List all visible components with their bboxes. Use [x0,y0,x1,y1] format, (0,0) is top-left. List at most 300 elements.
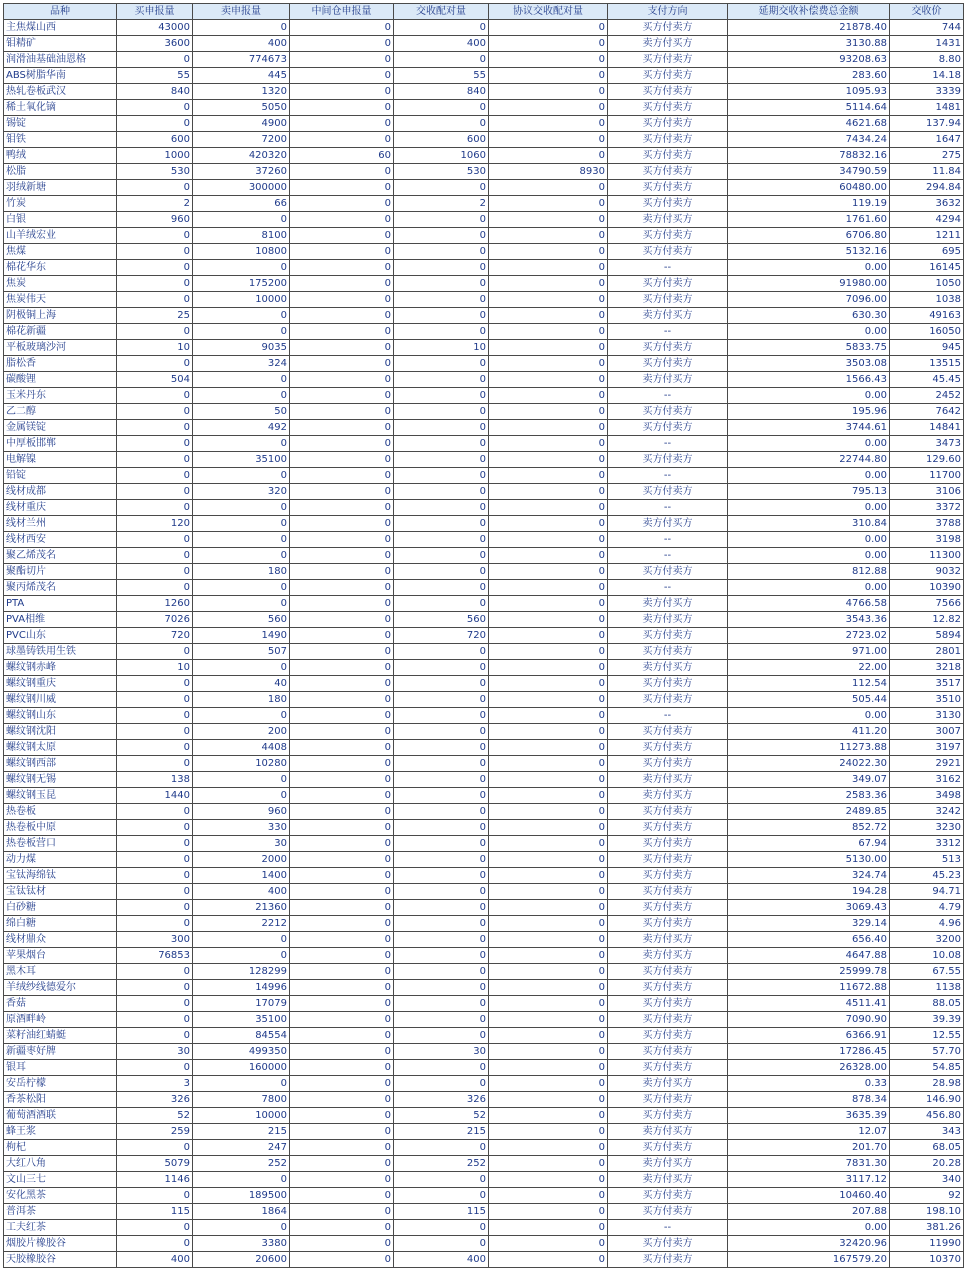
settlement-price-cell: 3242 [890,804,964,820]
intermediate-volume-cell: 0 [290,388,394,404]
sell-volume-cell: 492 [193,420,290,436]
agreement-matched-cell: 8930 [489,164,608,180]
table-row [4,868,964,884]
table-row [4,948,964,964]
settlement-price-cell: 1211 [890,228,964,244]
sell-volume-cell: 84554 [193,1028,290,1044]
table-row [4,852,964,868]
product-cell: 蜂王浆 [4,1124,117,1140]
intermediate-volume-cell: 0 [290,1220,394,1236]
table-header-row [4,4,964,20]
settlement-price-cell: 10390 [890,580,964,596]
table-row [4,388,964,404]
matched-volume-cell: 0 [394,644,489,660]
intermediate-volume-cell: 0 [290,564,394,580]
compensation-total-cell: 1095.93 [728,84,890,100]
sell-volume-cell: 200 [193,724,290,740]
sell-volume-cell: 0 [193,212,290,228]
matched-volume-cell: 252 [394,1156,489,1172]
intermediate-volume-cell: 0 [290,708,394,724]
compensation-total-cell: 17286.45 [728,1044,890,1060]
payment-direction-cell: 卖方付买方 [608,212,728,228]
compensation-total-cell: 6706.80 [728,228,890,244]
sell-volume-cell: 180 [193,564,290,580]
settlement-price-cell: 16145 [890,260,964,276]
payment-direction-cell: 买方付卖方 [608,564,728,580]
compensation-total-cell: 505.44 [728,692,890,708]
product-cell: 线材兰州 [4,516,117,532]
intermediate-volume-cell: 0 [290,84,394,100]
product-cell: 金属镁锭 [4,420,117,436]
buy-volume-cell: 1000 [117,148,193,164]
intermediate-volume-cell: 0 [290,1108,394,1124]
buy-volume-cell: 52 [117,1108,193,1124]
product-cell: 阴极铜上海 [4,308,117,324]
sell-volume-cell: 0 [193,324,290,340]
payment-direction-cell: -- [608,500,728,516]
settlement-price-cell: 68.05 [890,1140,964,1156]
intermediate-volume-cell: 0 [290,212,394,228]
agreement-matched-cell: 0 [489,532,608,548]
product-cell: 电解镍 [4,452,117,468]
product-cell: 螺纹钢重庆 [4,676,117,692]
payment-direction-cell: 买方付卖方 [608,132,728,148]
buy-volume-cell: 0 [117,388,193,404]
product-cell: 螺纹钢西部 [4,756,117,772]
table-row [4,516,964,532]
compensation-total-cell: 971.00 [728,644,890,660]
buy-volume-cell: 0 [117,692,193,708]
compensation-total-cell: 0.00 [728,708,890,724]
agreement-matched-cell: 0 [489,740,608,756]
sell-volume-cell: 1864 [193,1204,290,1220]
agreement-matched-cell: 0 [489,308,608,324]
buy-volume-cell: 0 [117,740,193,756]
agreement-matched-cell: 0 [489,404,608,420]
agreement-matched-cell: 0 [489,180,608,196]
buy-volume-cell: 3 [117,1076,193,1092]
buy-volume-cell: 1440 [117,788,193,804]
settlement-price-cell: 294.84 [890,180,964,196]
product-cell: 聚酯切片 [4,564,117,580]
intermediate-volume-cell: 0 [290,100,394,116]
agreement-matched-cell: 0 [489,772,608,788]
payment-direction-cell: 卖方付买方 [608,932,728,948]
buy-volume-cell: 0 [117,852,193,868]
sell-volume-cell: 0 [193,708,290,724]
product-cell: 烟胶片橡胶谷 [4,1236,117,1252]
matched-volume-cell: 10 [394,340,489,356]
col-header-sell-volume: 卖申报量 [193,4,290,20]
compensation-total-cell: 7090.90 [728,1012,890,1028]
table-row [4,740,964,756]
agreement-matched-cell: 0 [489,1076,608,1092]
table-row [4,20,964,36]
matched-volume-cell: 0 [394,116,489,132]
buy-volume-cell: 10 [117,660,193,676]
table-row [4,1044,964,1060]
product-cell: 聚乙烯茂名 [4,548,117,564]
settlement-price-cell: 10370 [890,1252,964,1268]
matched-volume-cell: 0 [394,404,489,420]
buy-volume-cell: 600 [117,132,193,148]
product-cell: 线材鼎众 [4,932,117,948]
settlement-price-cell: 137.94 [890,116,964,132]
product-cell: 宝钛海绵钛 [4,868,117,884]
sell-volume-cell: 0 [193,436,290,452]
payment-direction-cell: 买方付卖方 [608,852,728,868]
settlement-price-cell: 340 [890,1172,964,1188]
matched-volume-cell: 215 [394,1124,489,1140]
product-cell: 线材成都 [4,484,117,500]
product-cell: 线材西安 [4,532,117,548]
matched-volume-cell: 1060 [394,148,489,164]
agreement-matched-cell: 0 [489,132,608,148]
settlement-price-cell: 2452 [890,388,964,404]
product-cell: 铅锭 [4,468,117,484]
sell-volume-cell: 400 [193,36,290,52]
table-row [4,1252,964,1268]
matched-volume-cell: 0 [394,500,489,516]
payment-direction-cell: -- [608,324,728,340]
payment-direction-cell: -- [608,388,728,404]
buy-volume-cell: 840 [117,84,193,100]
settlement-price-cell: 3498 [890,788,964,804]
buy-volume-cell: 0 [117,1236,193,1252]
payment-direction-cell: 卖方付买方 [608,516,728,532]
intermediate-volume-cell: 0 [290,1236,394,1252]
settlement-price-cell: 4294 [890,212,964,228]
compensation-total-cell: 1566.43 [728,372,890,388]
intermediate-volume-cell: 0 [290,1060,394,1076]
product-cell: 绵白糖 [4,916,117,932]
matched-volume-cell: 0 [394,244,489,260]
settlement-price-cell: 11700 [890,468,964,484]
matched-volume-cell: 0 [394,20,489,36]
product-cell: 焦煤 [4,244,117,260]
buy-volume-cell: 0 [117,532,193,548]
product-cell: 热卷板 [4,804,117,820]
buy-volume-cell: 0 [117,420,193,436]
intermediate-volume-cell: 0 [290,612,394,628]
product-cell: 平板玻璃沙河 [4,340,117,356]
matched-volume-cell: 0 [394,964,489,980]
matched-volume-cell: 0 [394,1140,489,1156]
compensation-total-cell: 795.13 [728,484,890,500]
agreement-matched-cell: 0 [489,84,608,100]
settlement-price-cell: 3788 [890,516,964,532]
payment-direction-cell: 卖方付买方 [608,1156,728,1172]
product-cell: 羊绒纱线德爱尔 [4,980,117,996]
matched-volume-cell: 0 [394,212,489,228]
agreement-matched-cell: 0 [489,1204,608,1220]
buy-volume-cell: 120 [117,516,193,532]
buy-volume-cell: 0 [117,964,193,980]
intermediate-volume-cell: 0 [290,1028,394,1044]
table-row [4,500,964,516]
compensation-total-cell: 11672.88 [728,980,890,996]
matched-volume-cell: 0 [394,260,489,276]
payment-direction-cell: 买方付卖方 [608,868,728,884]
agreement-matched-cell: 0 [489,916,608,932]
product-cell: 球墨铸铁用生铁 [4,644,117,660]
intermediate-volume-cell: 0 [290,836,394,852]
compensation-total-cell: 5114.64 [728,100,890,116]
sell-volume-cell: 2000 [193,852,290,868]
product-cell: 热卷板中原 [4,820,117,836]
agreement-matched-cell: 0 [489,884,608,900]
compensation-total-cell: 11273.88 [728,740,890,756]
table-row [4,1204,964,1220]
compensation-total-cell: 0.00 [728,532,890,548]
agreement-matched-cell: 0 [489,372,608,388]
payment-direction-cell: 买方付卖方 [608,356,728,372]
buy-volume-cell: 300 [117,932,193,948]
sell-volume-cell: 560 [193,612,290,628]
product-cell: 大红八角 [4,1156,117,1172]
compensation-total-cell: 2583.36 [728,788,890,804]
table-row [4,484,964,500]
settlement-price-cell: 1038 [890,292,964,308]
compensation-total-cell: 0.00 [728,436,890,452]
product-cell: 螺纹钢太原 [4,740,117,756]
intermediate-volume-cell: 0 [290,404,394,420]
intermediate-volume-cell: 0 [290,660,394,676]
compensation-total-cell: 0.00 [728,1220,890,1236]
compensation-total-cell: 60480.00 [728,180,890,196]
intermediate-volume-cell: 0 [290,788,394,804]
agreement-matched-cell: 0 [489,580,608,596]
matched-volume-cell: 560 [394,612,489,628]
table-row [4,1156,964,1172]
intermediate-volume-cell: 0 [290,68,394,84]
sell-volume-cell: 324 [193,356,290,372]
sell-volume-cell: 4900 [193,116,290,132]
sell-volume-cell: 9035 [193,340,290,356]
sell-volume-cell: 0 [193,1076,290,1092]
intermediate-volume-cell: 0 [290,580,394,596]
table-row [4,996,964,1012]
intermediate-volume-cell: 0 [290,276,394,292]
matched-volume-cell: 0 [394,596,489,612]
table-row [4,52,964,68]
agreement-matched-cell: 0 [489,708,608,724]
buy-volume-cell: 0 [117,1012,193,1028]
table-row [4,756,964,772]
agreement-matched-cell: 0 [489,420,608,436]
intermediate-volume-cell: 0 [290,420,394,436]
settlement-price-cell: 2801 [890,644,964,660]
settlement-price-cell: 16050 [890,324,964,340]
compensation-total-cell: 0.00 [728,260,890,276]
buy-volume-cell: 3600 [117,36,193,52]
sell-volume-cell: 0 [193,532,290,548]
payment-direction-cell: 卖方付买方 [608,1076,728,1092]
settlement-price-cell: 129.60 [890,452,964,468]
payment-direction-cell: 买方付卖方 [608,1252,728,1268]
intermediate-volume-cell: 0 [290,468,394,484]
compensation-total-cell: 324.74 [728,868,890,884]
table-row [4,708,964,724]
table-row [4,36,964,52]
agreement-matched-cell: 0 [489,1156,608,1172]
intermediate-volume-cell: 0 [290,20,394,36]
settlement-price-cell: 4.79 [890,900,964,916]
sell-volume-cell: 0 [193,788,290,804]
compensation-total-cell: 2723.02 [728,628,890,644]
settlement-price-cell: 3473 [890,436,964,452]
buy-volume-cell: 0 [117,116,193,132]
compensation-total-cell: 812.88 [728,564,890,580]
buy-volume-cell: 1260 [117,596,193,612]
payment-direction-cell: -- [608,1220,728,1236]
compensation-total-cell: 32420.96 [728,1236,890,1252]
intermediate-volume-cell: 0 [290,1156,394,1172]
buy-volume-cell: 0 [117,980,193,996]
product-cell: 螺纹钢赤峰 [4,660,117,676]
matched-volume-cell: 0 [394,228,489,244]
agreement-matched-cell: 0 [489,388,608,404]
agreement-matched-cell: 0 [489,628,608,644]
compensation-total-cell: 112.54 [728,676,890,692]
settlement-price-cell: 10.08 [890,948,964,964]
intermediate-volume-cell: 0 [290,452,394,468]
settlement-price-cell: 94.71 [890,884,964,900]
sell-volume-cell: 21360 [193,900,290,916]
compensation-total-cell: 0.00 [728,500,890,516]
agreement-matched-cell: 0 [489,484,608,500]
settlement-price-cell: 3197 [890,740,964,756]
payment-direction-cell: 买方付卖方 [608,52,728,68]
matched-volume-cell: 0 [394,1012,489,1028]
settlement-price-cell: 5894 [890,628,964,644]
agreement-matched-cell: 0 [489,452,608,468]
matched-volume-cell: 0 [394,516,489,532]
matched-volume-cell: 0 [394,660,489,676]
table-row [4,660,964,676]
intermediate-volume-cell: 0 [290,948,394,964]
matched-volume-cell: 0 [394,356,489,372]
payment-direction-cell: 买方付卖方 [608,724,728,740]
agreement-matched-cell: 0 [489,804,608,820]
agreement-matched-cell: 0 [489,228,608,244]
compensation-total-cell: 3543.36 [728,612,890,628]
settlement-price-cell: 45.23 [890,868,964,884]
table-row [4,276,964,292]
table-row [4,324,964,340]
compensation-total-cell: 411.20 [728,724,890,740]
buy-volume-cell: 0 [117,756,193,772]
sell-volume-cell: 0 [193,932,290,948]
payment-direction-cell: 买方付卖方 [608,20,728,36]
compensation-total-cell: 26328.00 [728,1060,890,1076]
settlement-price-cell: 3106 [890,484,964,500]
sell-volume-cell: 14996 [193,980,290,996]
intermediate-volume-cell: 0 [290,164,394,180]
buy-volume-cell: 0 [117,644,193,660]
compensation-total-cell: 7434.24 [728,132,890,148]
buy-volume-cell: 960 [117,212,193,228]
product-cell: 乙二醇 [4,404,117,420]
sell-volume-cell: 160000 [193,1060,290,1076]
agreement-matched-cell: 0 [489,52,608,68]
matched-volume-cell: 0 [394,676,489,692]
compensation-total-cell: 0.00 [728,580,890,596]
table-row [4,84,964,100]
matched-volume-cell: 0 [394,452,489,468]
matched-volume-cell: 0 [394,1236,489,1252]
payment-direction-cell: -- [608,548,728,564]
sell-volume-cell: 0 [193,20,290,36]
buy-volume-cell: 0 [117,276,193,292]
payment-direction-cell: 买方付卖方 [608,1028,728,1044]
matched-volume-cell: 0 [394,388,489,404]
product-cell: 主焦煤山西 [4,20,117,36]
table-row [4,244,964,260]
settlement-price-cell: 513 [890,852,964,868]
matched-volume-cell: 840 [394,84,489,100]
matched-volume-cell: 0 [394,948,489,964]
sell-volume-cell: 1320 [193,84,290,100]
payment-direction-cell: 买方付卖方 [608,676,728,692]
intermediate-volume-cell: 0 [290,596,394,612]
table-row [4,116,964,132]
payment-direction-cell: 卖方付买方 [608,772,728,788]
sell-volume-cell: 0 [193,772,290,788]
payment-direction-cell: 卖方付买方 [608,1172,728,1188]
buy-volume-cell: 326 [117,1092,193,1108]
intermediate-volume-cell: 0 [290,772,394,788]
table-row [4,628,964,644]
product-cell: 竹炭 [4,196,117,212]
table-row [4,132,964,148]
settlement-price-cell: 3372 [890,500,964,516]
compensation-total-cell: 3744.61 [728,420,890,436]
agreement-matched-cell: 0 [489,996,608,1012]
payment-direction-cell: 买方付卖方 [608,452,728,468]
settlement-price-cell: 3510 [890,692,964,708]
product-cell: 碳酸锂 [4,372,117,388]
payment-direction-cell: 卖方付买方 [608,612,728,628]
agreement-matched-cell: 0 [489,1188,608,1204]
payment-direction-cell: 卖方付买方 [608,660,728,676]
compensation-total-cell: 2489.85 [728,804,890,820]
table-row [4,596,964,612]
sell-volume-cell: 0 [193,516,290,532]
sell-volume-cell: 400 [193,884,290,900]
product-cell: 枸杞 [4,1140,117,1156]
agreement-matched-cell: 0 [489,68,608,84]
intermediate-volume-cell: 0 [290,804,394,820]
settlement-table-container [3,3,964,1268]
settlement-price-cell: 3339 [890,84,964,100]
compensation-total-cell: 3069.43 [728,900,890,916]
agreement-matched-cell: 0 [489,100,608,116]
payment-direction-cell: 卖方付买方 [608,596,728,612]
intermediate-volume-cell: 0 [290,932,394,948]
settlement-price-cell: 54.85 [890,1060,964,1076]
sell-volume-cell: 10000 [193,292,290,308]
intermediate-volume-cell: 0 [290,36,394,52]
matched-volume-cell: 0 [394,788,489,804]
intermediate-volume-cell: 0 [290,180,394,196]
table-row [4,820,964,836]
agreement-matched-cell: 0 [489,612,608,628]
product-cell: 菜籽油红蜻蜓 [4,1028,117,1044]
settlement-price-cell: 12.55 [890,1028,964,1044]
product-cell: 文山三七 [4,1172,117,1188]
product-cell: 工夫红茶 [4,1220,117,1236]
